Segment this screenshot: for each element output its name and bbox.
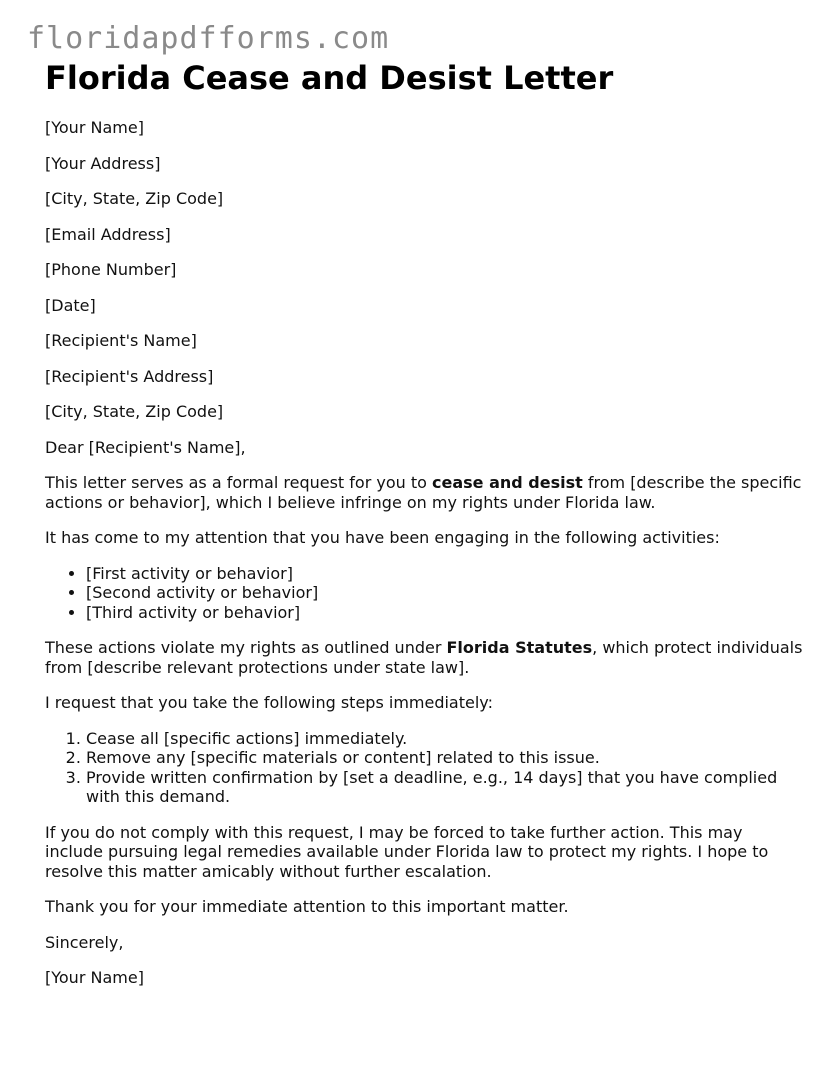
paragraph-activities-intro: It has come to my attention that you have been engaging in the following activities:: [45, 528, 720, 547]
steps-list: [45, 729, 805, 807]
paragraph-steps-intro: I request that you take the following steps immediately:: [45, 693, 493, 712]
signature-name: [Your Name]: [45, 968, 144, 987]
activities-list: [45, 564, 805, 623]
closing: Sincerely,: [45, 932, 124, 952]
paragraph-statutes-end: , which protect individuals from [describe relevant protections under state law].: [45, 638, 803, 677]
recipient-address: [Recipient's Address]: [45, 366, 214, 386]
salutation: Dear [Recipient's Name],: [45, 437, 246, 457]
sender-email: [Email Address]: [45, 224, 171, 244]
paragraph-consequences: If you do not comply with this request, I may be forced to take further action. This may include pursuing legal remedies available under Florida law to protect my rights. I hope to resolve this matter amicably without further escalation.: [45, 822, 769, 881]
site-watermark: floridapdfforms.com: [27, 21, 390, 56]
sender-phone: [Phone Number]: [45, 260, 177, 279]
paragraph-statutes-start: These actions violate my rights as outlined under: [45, 638, 447, 657]
paragraph-request-start: This letter serves as a formal request for you to: [45, 473, 432, 492]
letter-document: [45, 58, 805, 1004]
recipient-name: [Recipient's Name]: [45, 331, 197, 350]
sender-address: [Your Address]: [45, 153, 161, 173]
paragraph-request: [45, 473, 805, 512]
letter-date: [Date]: [45, 295, 96, 315]
sender-name: [Your Name]: [45, 118, 144, 137]
recipient-city-state-zip: [City, State, Zip Code]: [45, 402, 224, 421]
paragraph-statutes: [45, 638, 805, 677]
paragraph-thanks: Thank you for your immediate attention to this important matter.: [45, 897, 569, 916]
sender-city-state-zip: [City, State, Zip Code]: [45, 189, 224, 208]
list-item: • [First activity or behavior]: [86, 564, 805, 584]
paragraph-statutes-emphasis: Florida Statutes: [446, 638, 593, 657]
document-title: Florida Cease and Desist Letter: [45, 59, 614, 97]
list-item: • [Third activity or behavior]: [86, 603, 805, 623]
list-item: 3. Provide written confirmation by [set a deadline, e.g., 14 days] that you have complied with this demand.: [86, 768, 805, 807]
list-item: 2. Remove any [specific materials or content] related to this issue.: [86, 748, 805, 768]
list-item: 1. Cease all [specific actions] immediately.: [86, 729, 805, 749]
paragraph-request-end: from [describe the specific actions or behavior], which I believe infringe on my rights under Florida law.: [45, 473, 802, 512]
list-item: • [Second activity or behavior]: [86, 583, 805, 603]
paragraph-request-emphasis: cease and desist: [432, 473, 583, 492]
